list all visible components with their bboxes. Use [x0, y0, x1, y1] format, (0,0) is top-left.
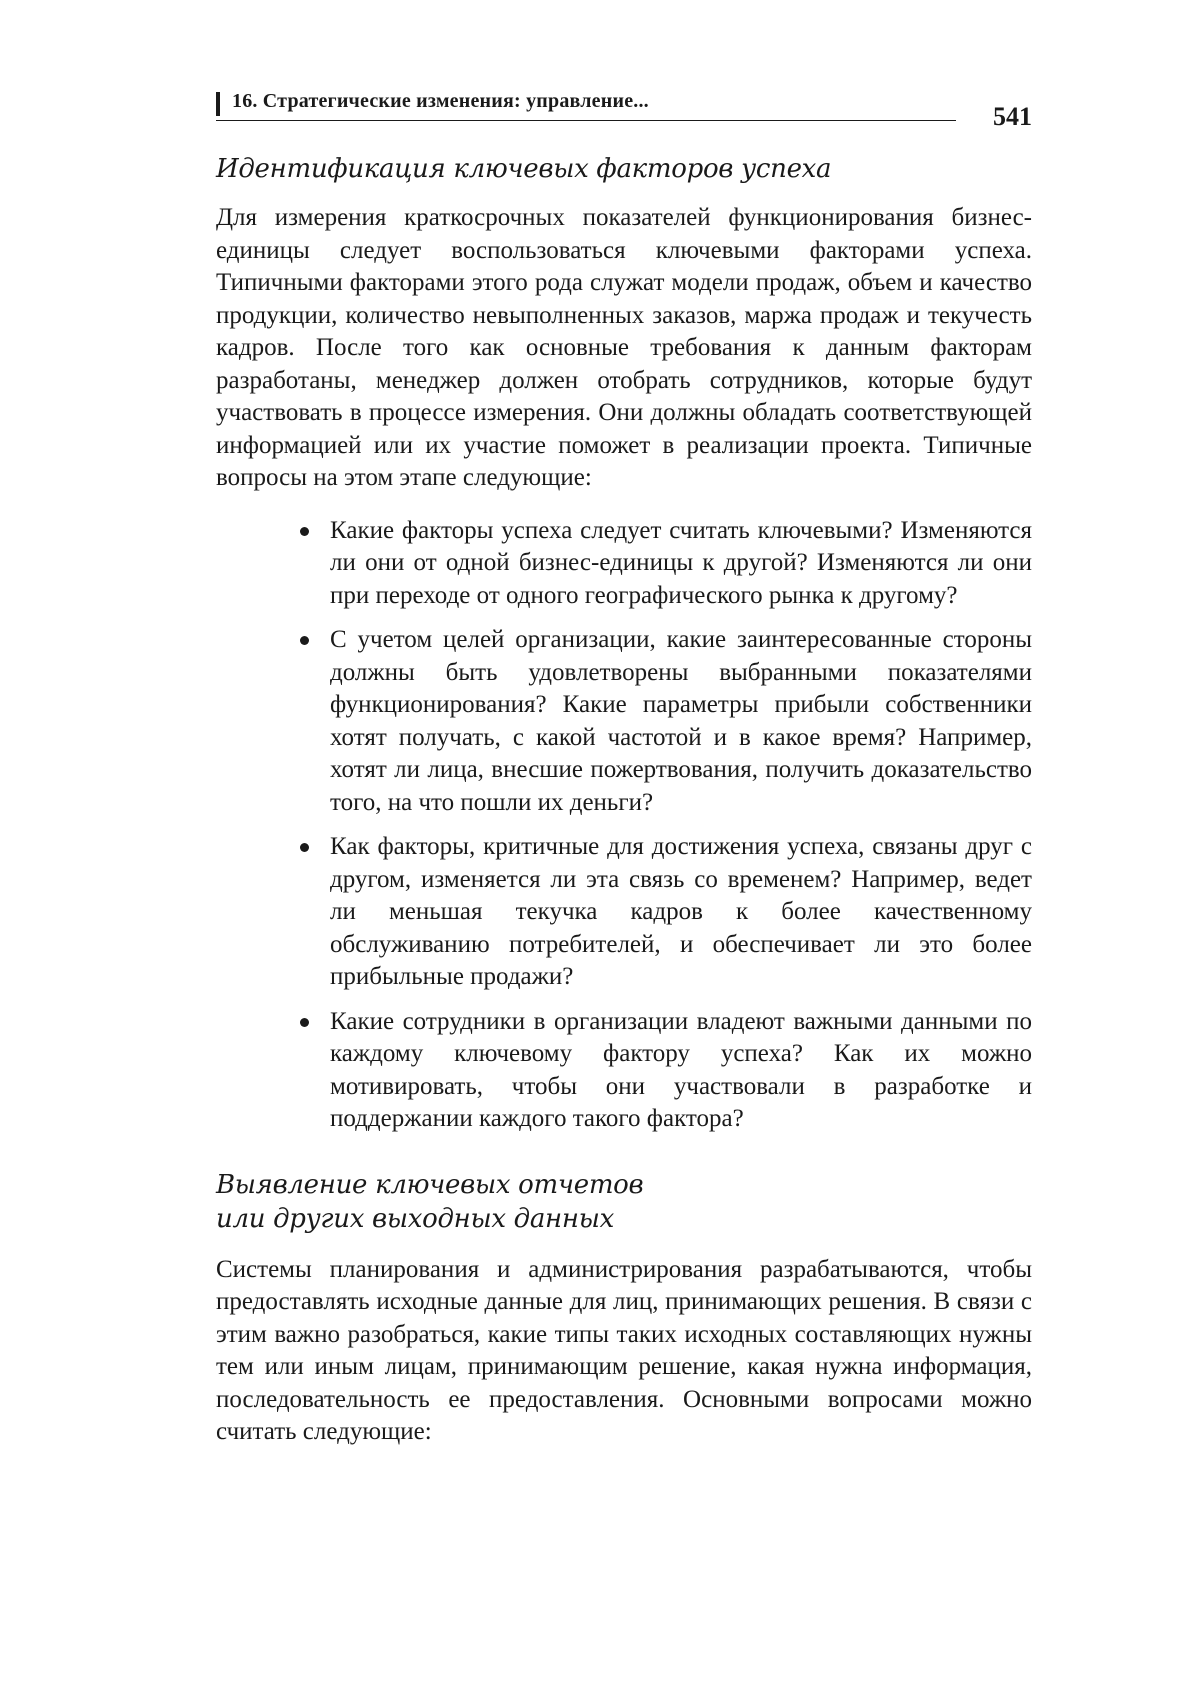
bullet-icon — [300, 527, 309, 536]
question-list — [216, 515, 1032, 1136]
section-paragraph-key-success-factors: Для измерения краткосрочных показателей функционирования бизнес-единицы следует воспользоваться ключевыми факторами успеха. Типичными факторами этого рода служат модели продаж, объем и качество продукции, количество невыполненных заказов, маржа продаж и текучесть кадров. После того как основные требования к данным факторам разработаны, менеджер должен отобрать сотрудников, которые будут участвовать в процессе измерения. Они должны обладать соответствующей информацией или их участие поможет в реализации проекта. Типичные вопросы на этом этапе следующие: — [216, 204, 1032, 491]
header-rule — [216, 120, 956, 121]
section-heading-line-2: или других выходных данных — [216, 1203, 614, 1234]
list-item-text: Какие сотрудники в организации владеют важными данными по каждому ключевому фактору успеха? Как их можно мотивировать, чтобы они участвовали в разработке и поддержании каждого такого фактора? — [330, 1007, 1032, 1132]
bullet-icon — [300, 1018, 309, 1027]
list-item-text: Как факторы, критичные для достижения успеха, связаны друг с другом, изменяется ли эта связь со временем? Например, ведет ли меньшая текучка кадров к более качественному обслуживанию потребителей, и обеспечивает ли это более прибыльные продажи? — [330, 833, 1032, 990]
section-heading-line-1: Выявление ключевых отчетов — [216, 1169, 644, 1200]
page-number: 541 — [993, 102, 1032, 131]
list-item-text: С учетом целей организации, какие заинтересованные стороны должны быть удовлетворены выбранными показателями функционирования? Какие параметры прибыли собственники хотят получать, с какой частотой и в какое время? Например, хотят ли лица, внесшие пожертвования, получить доказательство того, на что пошли их деньги? — [330, 626, 1032, 816]
list-item — [330, 1006, 1032, 1136]
list-item-text: Какие факторы успеха следует считать ключевыми? Изменяются ли они от одной бизнес-единицы к другой? Изменяются ли они при переходе от одного географического рынка к другому? — [330, 516, 1032, 609]
bullet-icon — [300, 636, 309, 645]
bullet-icon — [300, 843, 309, 852]
running-header — [216, 86, 1032, 130]
list-item — [330, 831, 1032, 994]
list-item — [330, 515, 1032, 613]
section-heading-key-reports — [216, 1168, 1032, 1236]
section-paragraph-key-reports: Системы планирования и администрирования разрабатываются, чтобы предоставлять исходные данные для лиц, принимающих решения. В связи с этим важно разобраться, какие типы таких исходных составляющих нужны тем или иным лицам, принимающим решение, какая нужна информация, последовательность ее предоставления. Основными вопросами можно считать следующие: — [216, 1255, 1032, 1445]
section-heading-key-success-factors: Идентификация ключевых факторов успеха — [216, 154, 832, 184]
book-page — [216, 86, 1032, 1449]
list-item — [330, 624, 1032, 819]
running-title: 16. Стратегические изменения: управление... — [232, 90, 649, 112]
header-marker-bar — [216, 92, 220, 116]
